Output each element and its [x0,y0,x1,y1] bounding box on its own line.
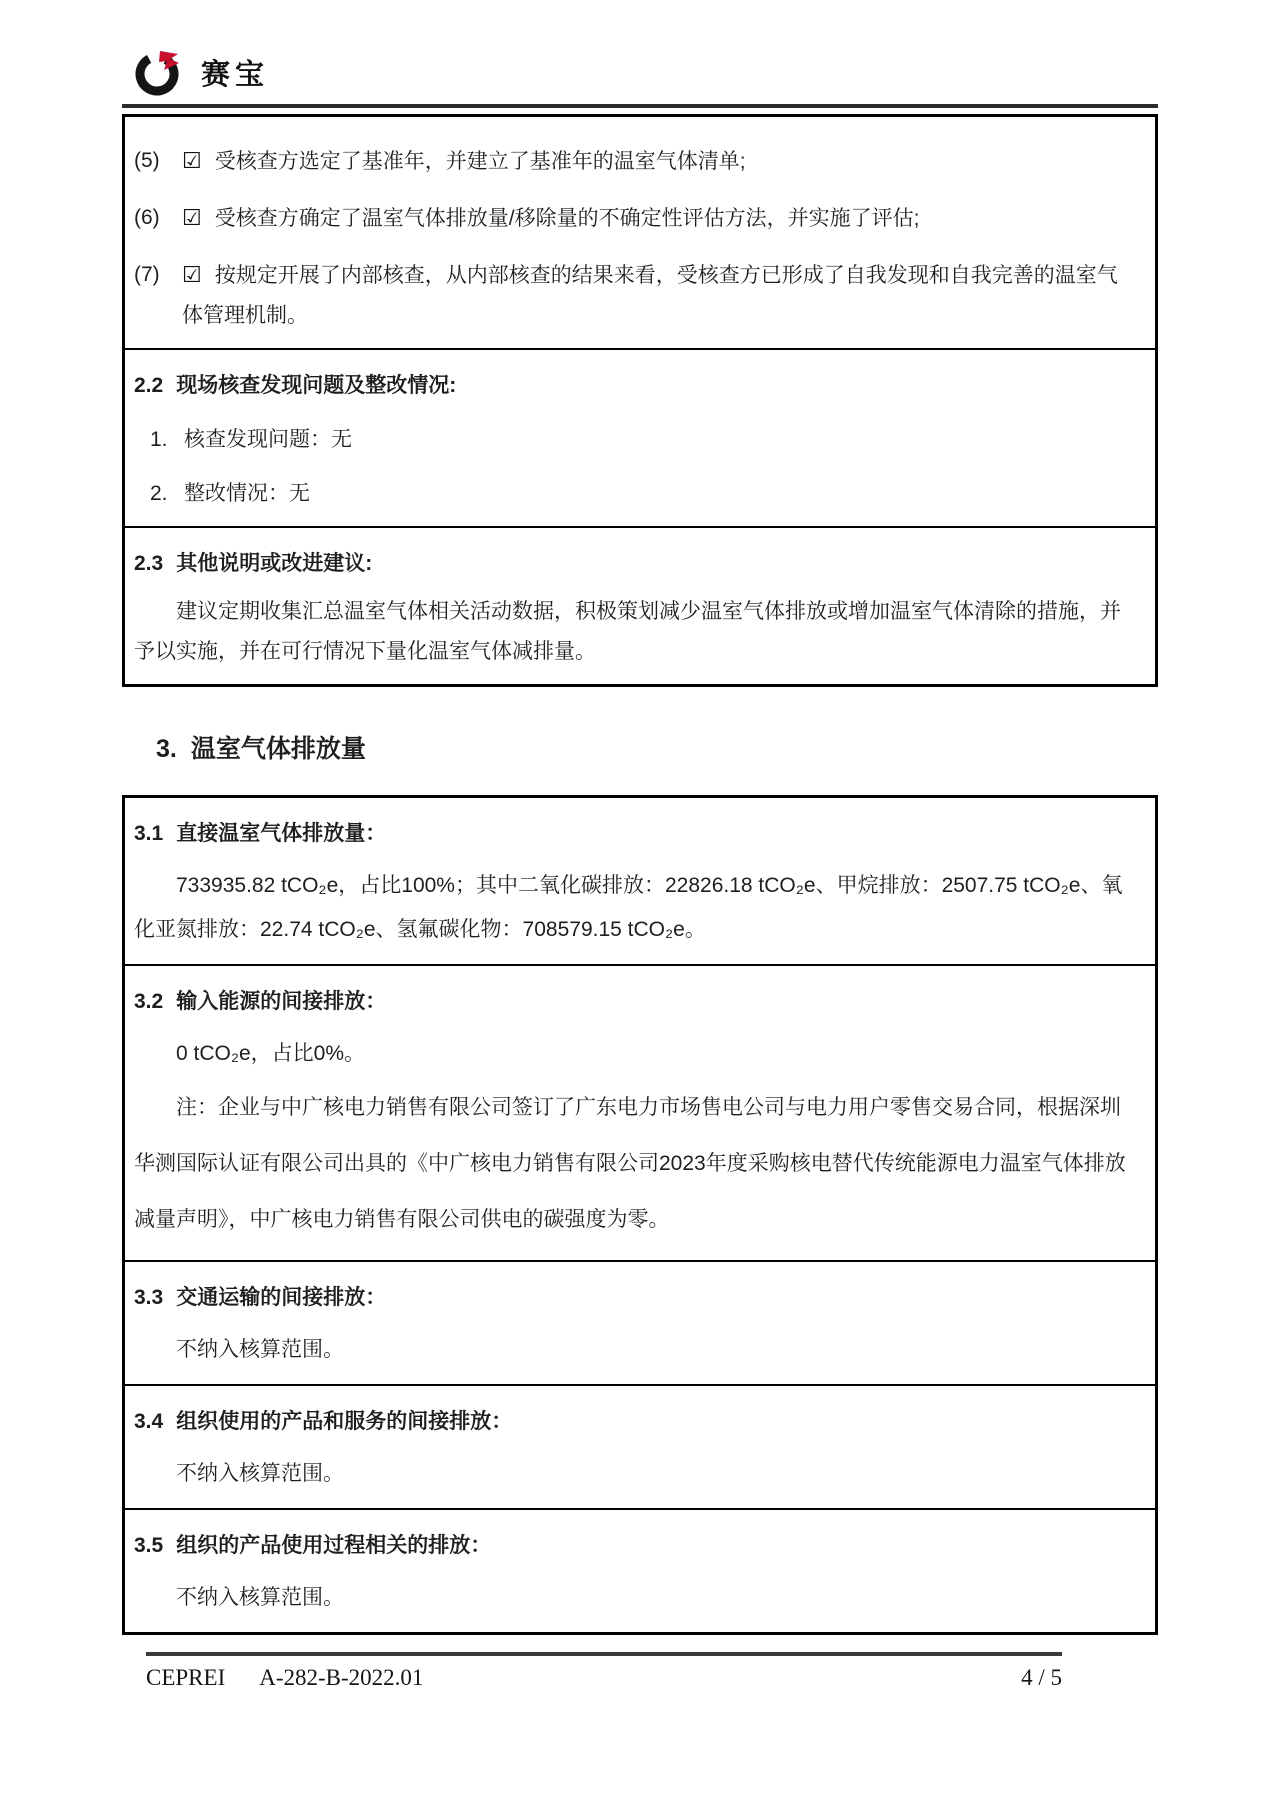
subsection-3-4-body: 不纳入核算范围。 [176,1462,344,1485]
checked-checkbox-icon: ☑ [182,205,202,230]
subsection-3-1-body: 733935.82 tCO₂e，占比100%；其中二氧化碳排放：22826.18 tCO₂e、甲烷排放：2507.75 tCO₂e、氧化亚氮排放：22.74 tCO₂e、氢氟碳化物：708579.15 tCO₂e。 [134,874,1123,941]
item-text: 受核查方确定了温室气体排放量/移除量的不确定性评估方法，并实施了评估; [214,207,920,230]
section-number: 3.1 [134,822,164,845]
footer-row [146,1665,1062,1691]
section-title-text: 直接温室气体排放量： [176,822,387,845]
item-text: 按规定开展了内部核查，从内部核查的结果来看，受核查方已形成了自我发现和自我完善的温室气体管理机制。 [182,264,1118,327]
checklist-item-6 [134,198,1135,239]
subsection-3-3 [125,1260,1155,1384]
section-title-text: 其他说明或改进建议: [176,552,373,575]
subsection-3-1 [125,798,1155,964]
section-number: 3.3 [134,1286,164,1309]
subsection-3-4-title [134,1402,1135,1442]
subsection-3-5-body: 不纳入核算范围。 [176,1586,344,1609]
logo-c-ring [133,48,181,96]
finding-item-2 [134,474,1135,514]
checked-checkbox-icon: ☑ [182,262,202,287]
finding-number: 2. [150,482,168,505]
document-content [122,114,1158,1635]
logo-text: 赛宝 [201,58,270,91]
section-2-2 [125,348,1155,526]
finding-number: 1. [150,428,168,451]
section-2-2-title [134,366,1135,406]
section-2-3-body: 建议定期收集汇总温室气体相关活动数据，积极策划减少温室气体排放或增加温室气体清除的措施，并予以实施，并在可行情况下量化温室气体减排量。 [134,600,1121,663]
finding-text: 核查发现问题：无 [184,428,352,451]
subsection-3-4 [125,1384,1155,1508]
section-3-heading [156,733,1158,765]
subsection-3-1-title [134,814,1135,854]
section-title-text: 组织的产品使用过程相关的排放： [176,1534,492,1557]
subsection-3-2-title [134,982,1135,1022]
footer-doc-code: A-282-B-2022.01 [259,1665,424,1690]
finding-item-1 [134,420,1135,460]
subsection-3-5-title [134,1526,1135,1566]
checklist-item-5 [134,141,1135,182]
item-number: (5) [134,149,160,172]
footer-rule [146,1652,1062,1656]
section-2-3-title [134,544,1135,584]
header-rule [122,104,1158,108]
section-number: 3.4 [134,1410,164,1433]
checked-checkbox-icon: ☑ [182,148,202,173]
section-number: 2.2 [134,374,164,397]
item-number: (7) [134,263,160,286]
subsection-3-5 [125,1508,1155,1632]
item-text-wrap [182,198,1135,239]
subsection-3-3-body: 不纳入核算范围。 [176,1338,344,1361]
footer-org-label: CEPREI [146,1665,226,1690]
page-header [133,48,269,96]
item-text-wrap [182,141,1135,182]
verification-box [122,114,1158,687]
section-title-text: 交通运输的间接排放： [176,1286,387,1309]
emissions-box [122,795,1158,1635]
heading-number: 3. [156,735,177,763]
cepri-logo-icon [133,48,181,96]
item-text-wrap [182,255,1135,336]
finding-text: 整改情况：无 [184,482,310,505]
footer-page-number: 4 / 5 [1021,1665,1062,1690]
item-number: (6) [134,206,160,229]
section-title-text: 现场核查发现问题及整改情况: [176,374,457,397]
subsection-3-2-note: 注：企业与中广核电力销售有限公司签订了广东电力市场售电公司与电力用户零售交易合同，根据深圳华测国际认证有限公司出具的《中广核电力销售有限公司2023年度采购核电替代传统能源电力温室气体排放减量声明》，中广核电力销售有限公司供电的碳强度为零。 [134,1096,1126,1231]
checklist-section [125,117,1155,348]
subsection-3-2-body: 0 tCO₂e，占比0%。 [176,1042,366,1065]
section-number: 2.3 [134,552,164,575]
section-title-text: 组织使用的产品和服务的间接排放： [176,1410,513,1433]
section-number: 3.2 [134,990,164,1013]
heading-text: 温室气体排放量 [190,735,366,763]
checklist-item-7 [134,255,1135,336]
page-footer [146,1652,1062,1691]
section-number: 3.5 [134,1534,164,1557]
subsection-3-3-title [134,1278,1135,1318]
section-title-text: 输入能源的间接排放： [176,990,387,1013]
section-2-3 [125,526,1155,684]
item-text: 受核查方选定了基准年，并建立了基准年的温室气体清单; [214,150,746,173]
subsection-3-2 [125,964,1155,1260]
